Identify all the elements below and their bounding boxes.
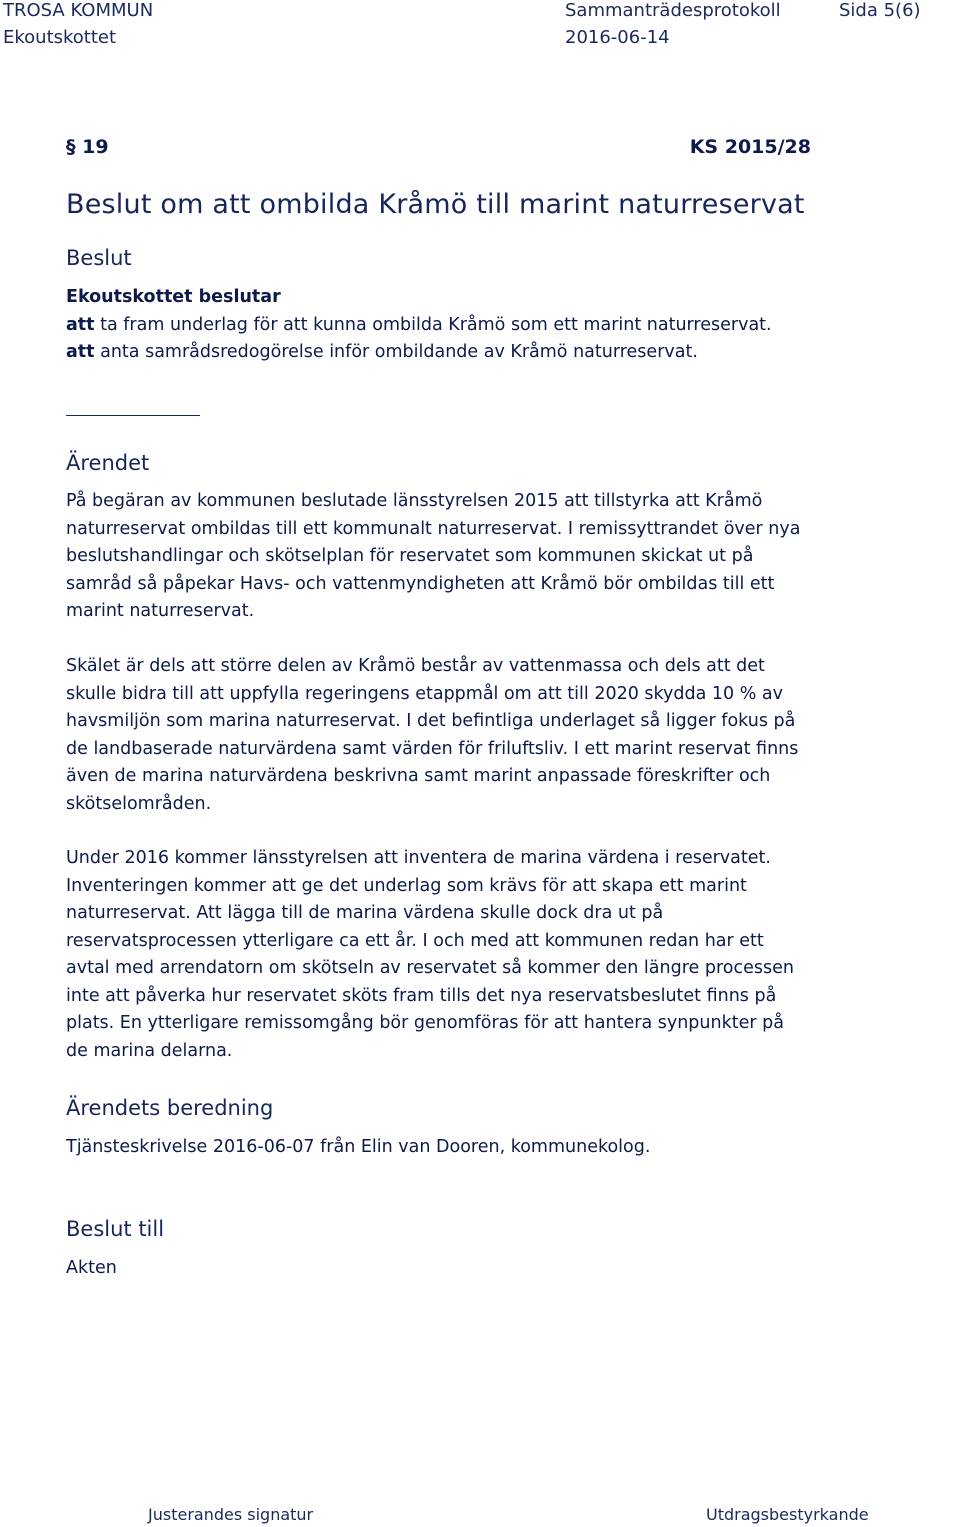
text-line: de marina delarna.	[66, 1040, 233, 1061]
meeting-date: 2016-06-14	[565, 27, 670, 48]
decision-item-text: ta fram underlag för att kunna ombilda Kråmö som ett marint naturreservat.	[94, 314, 772, 335]
text-line: På begäran av kommunen beslutade länsstyrelsen 2015 att tillstyrka att Kråmö	[66, 491, 763, 511]
decision-item-prefix: att	[66, 342, 95, 362]
text-line: havsmiljön som marina naturreservat. I det befintliga underlaget så ligger fokus på	[66, 711, 796, 731]
document-type: Sammanträdesprotokoll	[565, 0, 781, 21]
text-line: skulle bidra till att uppfylla regeringens etappmål om att till 2020 skydda 10 % av	[66, 683, 784, 704]
preparation-text: Tjänsteskrivelse 2016-06-07 från Elin van Dooren, kommunekolog.	[66, 1137, 651, 1157]
preparation-heading: Ärendets beredning	[66, 1096, 274, 1120]
text-line: samråd så påpekar Havs- och vattenmyndigheten att Kråmö bör ombildas till ett	[66, 573, 775, 594]
matter-title: Beslut om att ombilda Kråmö till marint naturreservat	[66, 189, 805, 220]
committee-name: Ekoutskottet	[3, 27, 117, 48]
separator-line	[66, 415, 200, 416]
decision-heading: Beslut	[66, 246, 132, 270]
text-line: marint naturreservat.	[66, 601, 255, 621]
text-line: skötselområden.	[66, 793, 212, 814]
text-line: reservatsprocessen ytterligare ca ett år. I och med att kommunen redan har ett	[66, 930, 764, 951]
text-line: plats. En ytterligare remissomgång bör genomföras för att hantera synpunkter på	[66, 1013, 784, 1033]
distribution-text: Akten	[66, 1258, 117, 1278]
matter-paragraph	[66, 845, 916, 1065]
text-line: även de marina naturvärdena beskrivna samt marint anpassade föreskrifter och	[66, 766, 771, 786]
signature-label: Justerandes signatur	[148, 1505, 314, 1524]
text-line: naturreservat. Att lägga till de marina värdena skulle dock dra ut på	[66, 903, 664, 923]
extract-certification-label: Utdragsbestyrkande	[706, 1505, 869, 1524]
case-reference: KS 2015/28	[689, 136, 811, 158]
text-line: Skälet är dels att större delen av Kråmö består av vattenmassa och dels att det	[66, 656, 765, 676]
decision-subheading: Ekoutskottet beslutar	[66, 287, 281, 307]
decision-item	[66, 339, 772, 367]
distribution-heading: Beslut till	[66, 1217, 165, 1241]
decision-block	[66, 284, 772, 367]
paragraph-number: § 19	[66, 136, 109, 158]
text-line: inte att påverka hur reservatet sköts fram tills det nya reservatsbeslutet finns på	[66, 985, 777, 1006]
text-line: naturreservat ombildas till ett kommunalt naturreservat. I remissyttrandet över nya	[66, 518, 801, 539]
decision-item	[66, 312, 772, 340]
page-number: Sida 5(6)	[839, 0, 921, 21]
text-line: Inventeringen kommer att ge det underlag som krävs för att skapa ett marint	[66, 875, 747, 896]
text-line: de landbaserade naturvärdena samt värden för friluftsliv. I ett marint reservat finns	[66, 738, 799, 759]
text-line: avtal med arrendatorn om skötseln av reservatet så kommer den längre processen	[66, 958, 794, 978]
decision-item-text: anta samrådsredogörelse inför ombildande av Kråmö naturreservat.	[94, 342, 698, 362]
organization-name: TROSA KOMMUN	[3, 0, 154, 21]
matter-paragraph	[66, 653, 916, 818]
text-line: beslutshandlingar och skötselplan för reservatet som kommunen skickat ut på	[66, 546, 754, 566]
matter-paragraph	[66, 488, 916, 626]
matter-heading: Ärendet	[66, 451, 150, 475]
text-line: Under 2016 kommer länsstyrelsen att inventera de marina värdena i reservatet.	[66, 848, 771, 868]
decision-item-prefix: att	[66, 314, 95, 335]
